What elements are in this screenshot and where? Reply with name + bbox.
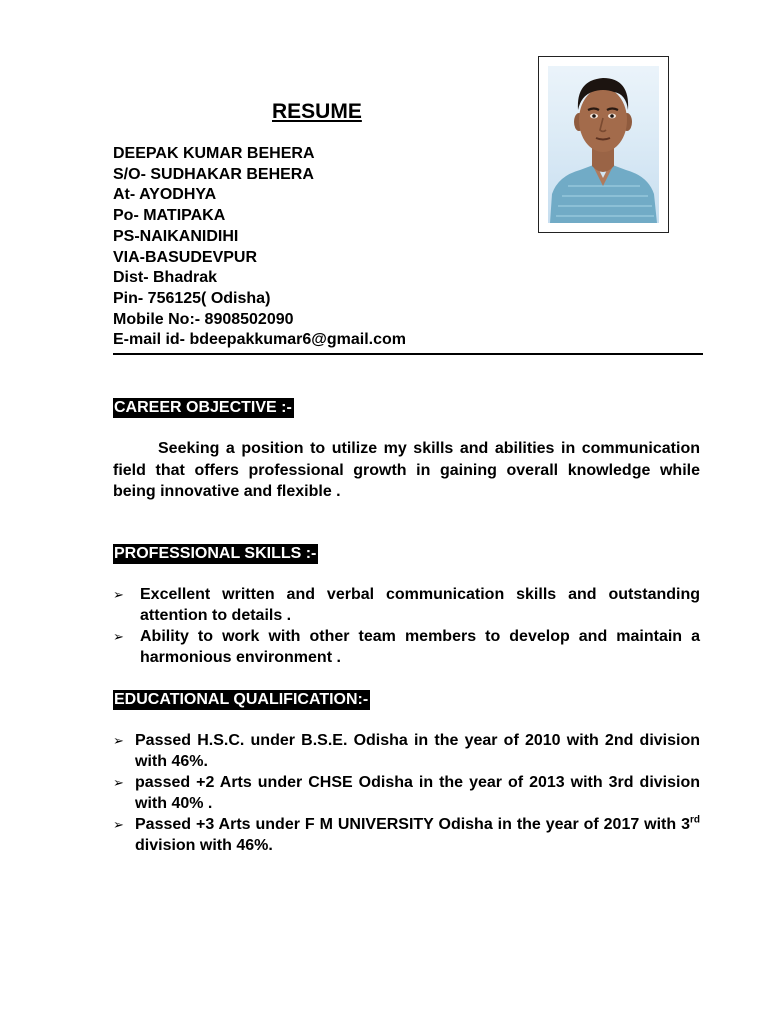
qualification-text-tail: division with 46%. — [135, 837, 273, 854]
career-objective-heading: CAREER OBJECTIVE :- — [114, 399, 292, 416]
arrow-bullet-icon: ➢ — [113, 629, 124, 644]
address-post-office: Po- MATIPAKA — [113, 207, 226, 225]
skill-text: Excellent written and verbal communication skills and outstanding attention to details . — [140, 586, 700, 624]
address-police-station: PS-NAIKANIDIHI — [113, 227, 239, 245]
address-pin: Pin- 756125( Odisha) — [113, 289, 271, 307]
qualification-text: Passed +3 Arts under F M UNIVERSITY Odisha in the year of 2017 with 3 — [135, 816, 690, 833]
contact-block — [113, 144, 553, 351]
address-via: VIA-BASUDEVPUR — [113, 248, 258, 266]
address-district: Dist- Bhadrak — [113, 269, 218, 287]
email-address: E-mail id- bdeepakkumar6@gmail.com — [113, 331, 407, 349]
mobile-number: Mobile No:- 8908502090 — [113, 310, 294, 328]
ordinal-suffix: rd — [690, 814, 700, 826]
professional-skills-list — [113, 584, 700, 668]
arrow-bullet-icon: ➢ — [113, 775, 124, 790]
qualification-text: passed +2 Arts under CHSE Odisha in the year of 2013 with 3rd division with 40% . — [135, 774, 700, 812]
qualification-text: Passed H.S.C. under B.S.E. Odisha in the year of 2010 with 2nd division with 46%. — [135, 732, 700, 770]
list-item — [113, 814, 700, 856]
educational-qualification-heading: EDUCATIONAL QUALIFICATION:- — [114, 691, 369, 708]
skill-text: Ability to work with other team members to develop and maintain a harmonious environment . — [140, 628, 700, 666]
professional-skills-heading: PROFESSIONAL SKILLS :- — [114, 545, 317, 562]
list-item — [113, 772, 700, 814]
header-divider — [113, 353, 703, 355]
list-item — [113, 584, 700, 626]
list-item — [113, 730, 700, 772]
father-name: S/O- SUDHAKAR BEHERA — [113, 165, 314, 183]
profile-photo — [548, 66, 659, 223]
profile-photo-frame — [538, 56, 669, 233]
education-list — [113, 730, 700, 856]
address-village: At- AYODHYA — [113, 186, 217, 204]
career-objective-text: Seeking a position to utilize my skills and abilities in communication field that offers professional growth in gaining overall knowledge while being innovative and flexible . — [113, 440, 700, 500]
arrow-bullet-icon: ➢ — [113, 587, 124, 602]
document-title: RESUME — [272, 100, 362, 123]
candidate-name: DEEPAK KUMAR BEHERA — [113, 145, 315, 162]
arrow-bullet-icon: ➢ — [113, 733, 124, 748]
arrow-bullet-icon: ➢ — [113, 817, 124, 832]
list-item — [113, 626, 700, 668]
